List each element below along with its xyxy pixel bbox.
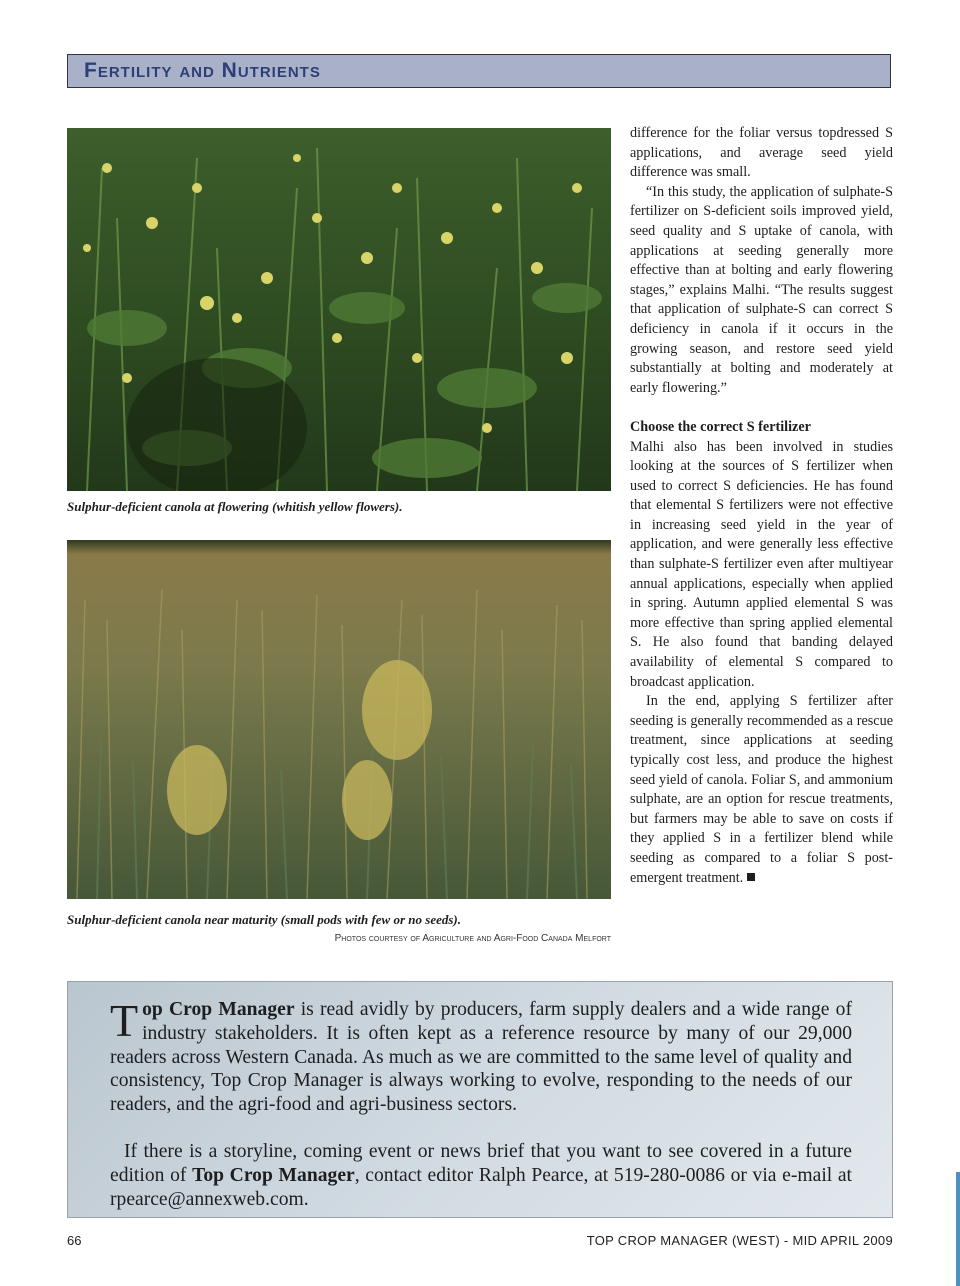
article-paragraph-3: Malhi also has been involved in studies looking at the sources of S fertilizer when used to correct S deficiencies. He has found that elemental S fertilizers were not effective in increasing seed yield in the year of application, and were generally less effective than sulphate-S fertilizer even after multiyear annual applications, especially when applied in spring. Autumn applied elemental S was more effective than spring applied elemental S. He also found that banding delayed availability of elemental S compared to broadcast application. bbox=[630, 438, 893, 690]
article-paragraph-4 bbox=[630, 692, 893, 888]
canola-flowering-image bbox=[67, 128, 611, 491]
promo-box bbox=[67, 981, 893, 1218]
page-edge-mark bbox=[956, 1172, 960, 1286]
article-paragraph-1: difference for the foliar versus topdressed S applications, and average seed yield difference was small. bbox=[630, 125, 893, 181]
drop-cap: T bbox=[110, 995, 139, 1046]
photo-canola-flowering bbox=[67, 128, 611, 491]
promo-text-2b: , contact editor Ralph Pearce, at 519-280-0086 or via e-mail at rpearce@annexweb.com. bbox=[110, 1164, 853, 1210]
publication-info: TOP CROP MANAGER (WEST) - MID APRIL 2009 bbox=[586, 1233, 893, 1248]
section-header-bar bbox=[67, 54, 891, 88]
photo-credit: Photos courtesy of Agriculture and Agri-Food Canada Melfort bbox=[334, 933, 611, 944]
photo1-caption: Sulphur-deficient canola at flowering (whitish yellow flowers). bbox=[67, 499, 403, 514]
article-paragraph-4-text: In the end, applying S fertilizer after seeding is generally recommended as a rescue treatment, since applications at seeding typically cost less, and produce the highest seed yield of canola. Foliar S, and ammonium sulphate, are an option for rescue treatments, but farmers may be able to save on costs if they applied S in a fertilizer blend while seeding as compared to a foliar S post-emergent treatment. bbox=[630, 693, 893, 886]
promo-text-1: is read avidly by producers, farm supply dealers and a wide range of industry stakeholders. It is often kept as a reference resource by many of our 29,000 readers across Western Canada. As much as we are committed to the same level of quality and consistency, Top Crop Manager is always working to evolve, responding to the needs of our readers, and the agri-food and agri-business sectors. bbox=[110, 999, 852, 1116]
promo-paragraph-1 bbox=[110, 995, 852, 1117]
article-column bbox=[630, 124, 893, 888]
section-title: Fertility and Nutrients bbox=[84, 59, 321, 82]
photo-canola-maturity bbox=[67, 540, 611, 899]
photo2-caption: Sulphur-deficient canola near maturity (small pods with few or no seeds). bbox=[67, 912, 462, 927]
canola-maturity-image bbox=[67, 540, 611, 899]
page-number: 66 bbox=[67, 1233, 82, 1248]
article-paragraph-2: “In this study, the application of sulphate-S fertilizer on S-deficient soils improved yield, seed quality and S uptake of canola, with applications at seeding generally more effective than at bolting and early flowering stages,” explains Malhi. “The results suggest that application of sulphate-S can correct S deficiency in canola if it occurs in the growing season, and restore seed yield substantially at bolting and moderately at early flowering.” bbox=[630, 183, 893, 396]
promo-text-2a: If there is a storyline, coming event or news brief that you want to see covered in a future edition of bbox=[110, 1140, 852, 1186]
promo-paragraph-2 bbox=[110, 1140, 852, 1211]
promo-brand-2: Top Crop Manager bbox=[192, 1164, 355, 1186]
promo-brand-1: op Crop Manager bbox=[142, 999, 295, 1020]
article-subhead: Choose the correct S fertilizer bbox=[630, 418, 811, 435]
end-mark-icon bbox=[747, 873, 755, 881]
